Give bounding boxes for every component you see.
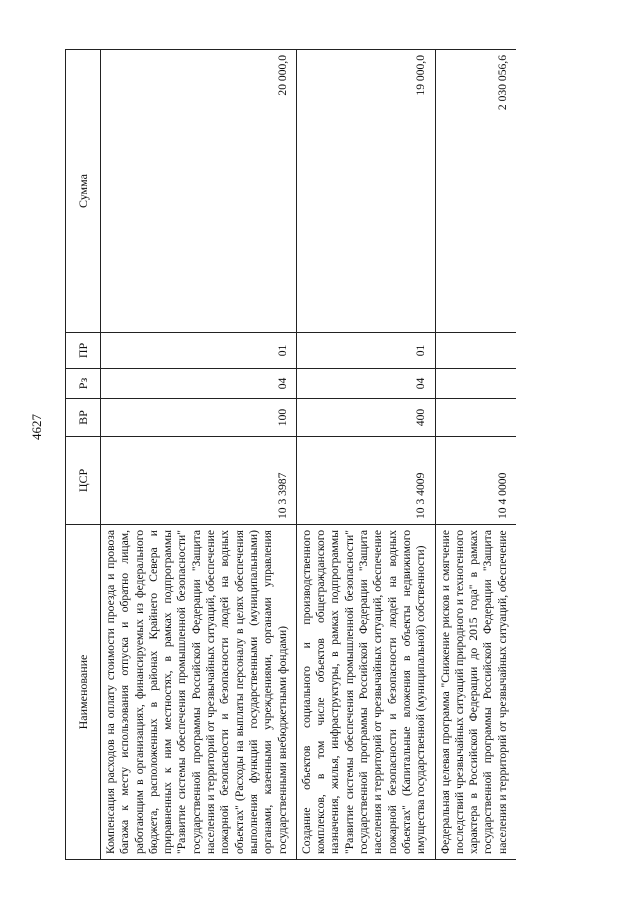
row-csr: 10 4 0000 xyxy=(435,437,516,525)
table-row xyxy=(435,50,516,860)
row-rz: 04 xyxy=(101,369,297,399)
row-name: Компенсация расходов на оплату стоимости проезда и провоза багажа к месту использования отпуска и обратно лицам, работающим в организациях, финансируемых из федерального бюджета, расположенных в районах Крайнего Севера и приравненных к ним местностях, в рамках подпрограммы "Развитие системы обеспечения промышленной безопасности" государственной программы Российской Федерации "Защита населения и территорий от чрезвычайных ситуаций, обеспечение пожарной безопасности и безопасности людей на водных объектах" (Расходы на выплаты персоналу в целях обеспечения выполнения функций государственными (муниципальными) органами, казенными учреждениями, органами управления государственными внебюджетными фондами) xyxy=(101,525,297,860)
table-row xyxy=(296,50,435,860)
header-rz: Рз xyxy=(66,369,101,399)
row-vr: 400 xyxy=(296,399,435,437)
row-sum: 2 030 056,6 xyxy=(435,50,516,333)
row-csr: 10 3 4009 xyxy=(296,437,435,525)
row-pr: 01 xyxy=(101,333,297,369)
row-name: Федеральная целевая программа "Снижение рисков и смягчение последствий чрезвычайных ситуаций природного и техногенного характера в Российской Федерации до 2015 года" в рамках государственной программы Российской Федерации "Защита населения и территорий от чрезвычайных ситуаций, обеспечение xyxy=(435,525,516,860)
header-vr: ВР xyxy=(66,399,101,437)
row-rz: 04 xyxy=(296,369,435,399)
row-sum: 19 000,0 xyxy=(296,50,435,333)
row-pr: 01 xyxy=(296,333,435,369)
row-vr: 100 xyxy=(101,399,297,437)
budget-table xyxy=(65,49,516,860)
header-name: Наименование xyxy=(66,525,101,860)
row-csr: 10 3 3987 xyxy=(101,437,297,525)
row-name: Создание объектов социального и производственного комплексов, в том числе объектов общегражданского назначения, жилья, инфраструктуры, в рамках подпрограммы "Развитие системы обеспечения промышленной безопасности" государственной программы Российской Федерации "Защита населения и территорий от чрезвычайных ситуаций, обеспечение пожарной безопасности и безопасности людей на водных объектах" (Капитальные вложения в объекты недвижимого имущества государственной (муниципальной) собственности) xyxy=(296,525,435,860)
row-sum: 20 000,0 xyxy=(101,50,297,333)
header-pr: ПР xyxy=(66,333,101,369)
header-sum: Сумма xyxy=(66,50,101,333)
budget-table-sheet xyxy=(65,50,590,860)
table-row xyxy=(101,50,297,860)
row-rz xyxy=(435,369,516,399)
row-vr xyxy=(435,399,516,437)
row-pr xyxy=(435,333,516,369)
table-header-row xyxy=(66,50,101,860)
page-number: 4627 xyxy=(29,414,44,440)
header-csr: ЦСР xyxy=(66,437,101,525)
